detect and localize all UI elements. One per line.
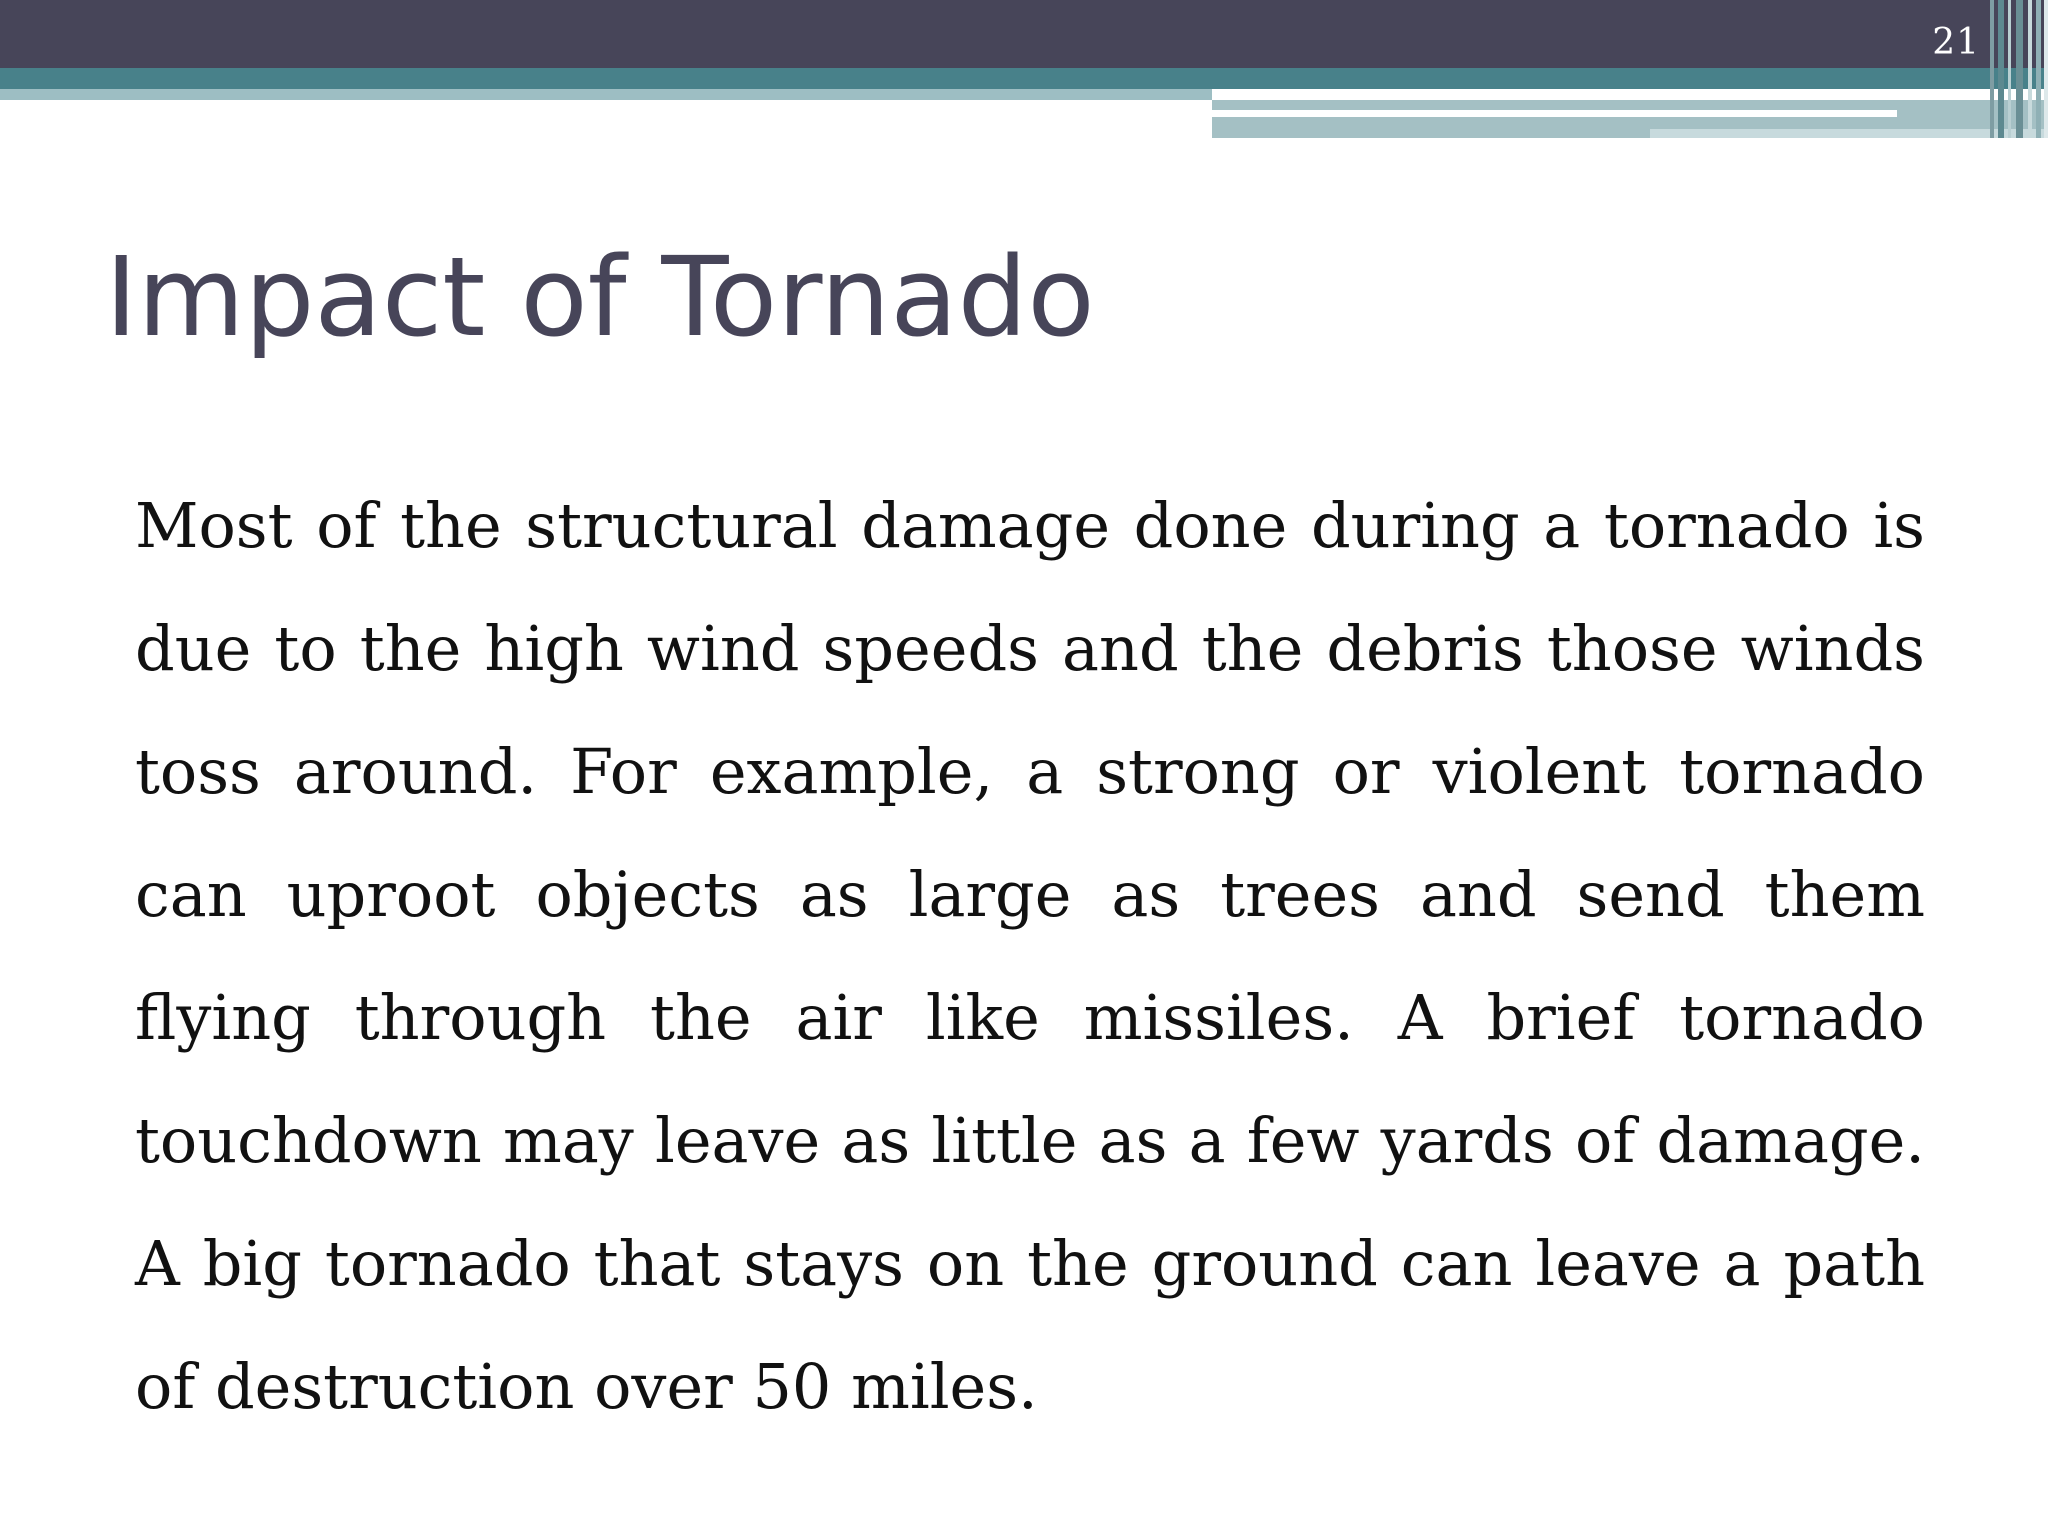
slide-number: 21 (1932, 22, 1980, 63)
header-accent-line (1212, 110, 1897, 117)
slide-title: Impact of Tornado (105, 233, 1095, 361)
slide-body-text: Most of the structural damage done during a tornado is due to the high wind speeds and the debris those winds toss around. For example, a strong or violent tornado can uproot objects as large as trees and send them flying through the air like missiles. A brief tornado touchdown may leave as little as a few yards of damage. A big tornado that stays on the ground can leave a path of destruction over 50 miles. (135, 489, 1925, 1423)
header-edge-stripes (1990, 0, 2048, 138)
header-band-teal (0, 68, 2048, 89)
header-band-dark (0, 0, 2048, 68)
header-accent-line-secondary (1650, 129, 2048, 138)
header-band-light (0, 89, 1212, 100)
